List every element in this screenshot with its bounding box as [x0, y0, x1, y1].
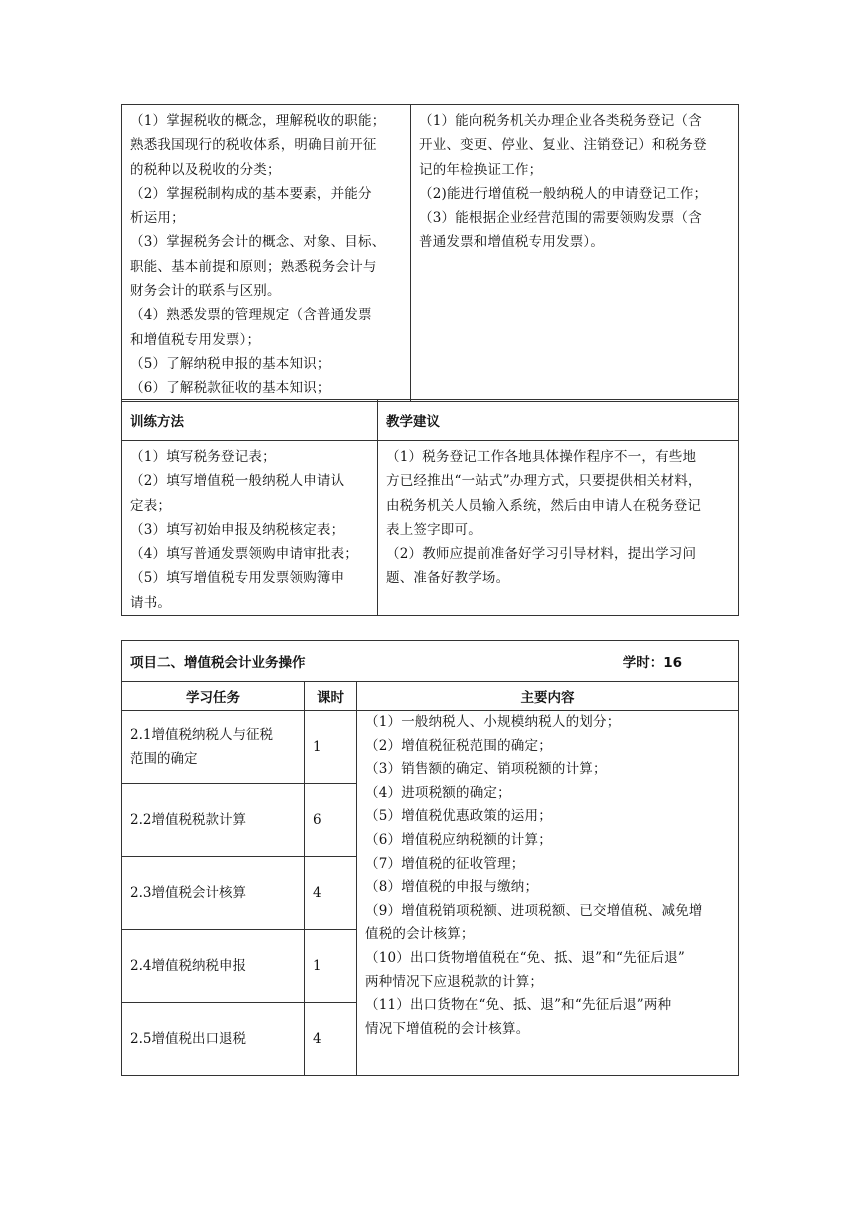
content-line: （8）增值税的申报与缴纳；: [365, 879, 539, 896]
skill-objectives-list: [411, 105, 738, 255]
task-hours-cell: [305, 930, 357, 1003]
knowledge-line: （2）掌握税制构成的基本要素，并能分: [130, 185, 372, 202]
knowledge-line: 和增值税专用发票）；: [130, 331, 261, 348]
main-content-list: [357, 711, 738, 1041]
training-method-line: （2）填写增值税一般纳税人申请认: [130, 473, 345, 490]
methods-table: [121, 399, 739, 616]
suggestion-line: （2）教师应提前准备好学习引导材料，提出学习问: [386, 546, 697, 563]
project-title-row: [122, 641, 739, 682]
content-line: （9）增值税销项税额、进项税额、已交增值税、减免增: [365, 902, 703, 919]
task-name-cell: [122, 711, 305, 784]
column-header-task: 学习任务: [122, 682, 305, 711]
training-method-line: （4）填写普通发票领购申请审批表；: [130, 546, 358, 563]
knowledge-line: （5）了解纳税申报的基本知识；: [130, 355, 331, 372]
task-hours: 4: [313, 885, 322, 901]
objectives-table: [121, 104, 739, 402]
suggestion-line: （1）税务登记工作各地具体操作程序不一，有些地: [386, 449, 697, 465]
knowledge-objectives-cell: [122, 105, 411, 402]
skill-line: （3）能根据企业经营范围的需要领购发票（含: [419, 210, 702, 227]
task-hours: 1: [313, 739, 322, 755]
knowledge-line: （6）了解税款征收的基本知识；: [130, 380, 331, 397]
skill-line: （1）能向税务机关办理企业各类税务登记（含: [419, 113, 702, 129]
task-name-line: 2.5增值税出口退税: [130, 1031, 246, 1047]
training-methods-list: [122, 441, 377, 615]
teaching-suggestions-header: 教学建议: [378, 400, 739, 441]
task-hours: 6: [313, 812, 322, 828]
knowledge-line: 职能、基本前提和原则；熟悉税务会计与: [130, 258, 377, 275]
knowledge-objectives-list: [122, 105, 410, 401]
task-hours-cell: [305, 857, 357, 930]
teaching-suggestions-list: [378, 441, 738, 591]
column-header-content: 主要内容: [357, 682, 739, 711]
project-title: 项目二、增值税会计业务操作: [130, 655, 306, 671]
skill-line: 开业、变更、停业、复业、注销登记）和税务登: [419, 137, 707, 154]
suggestion-line: 题、准备好教学场。: [386, 570, 510, 587]
training-methods-header: 训练方法: [122, 400, 378, 441]
task-name-cell: [122, 1003, 305, 1076]
skill-line: 记的年检换证工作；: [419, 161, 543, 178]
content-line: （10）出口货物增值税在“免、抵、退”和“先征后退”: [365, 949, 685, 966]
content-line: （2）增值税征税范围的确定；: [365, 737, 552, 754]
task-hours-cell: [305, 1003, 357, 1076]
teaching-suggestions-cell: [378, 441, 739, 616]
content-line: 情况下增值税的会计核算。: [365, 1020, 530, 1037]
project-two-table: [121, 640, 739, 1076]
content-line: （11）出口货物在“免、抵、退”和“先征后退”两种: [365, 997, 672, 1014]
suggestion-line: 表上签字即可。: [386, 521, 482, 538]
task-name-line: 2.2增值税税款计算: [130, 812, 246, 828]
project-hours: 学时：16: [622, 655, 683, 671]
task-name-line: 2.3增值税会计核算: [130, 885, 246, 901]
task-name-cell: [122, 857, 305, 930]
main-content-cell: [357, 711, 739, 1076]
training-method-line: （5）填写增值税专用发票领购簿申: [130, 570, 345, 587]
suggestion-line: 由税务机关人员输入系统，然后由申请人在税务登记: [386, 497, 702, 514]
knowledge-line: （3）掌握税务会计的概念、对象、目标、: [130, 234, 386, 251]
task-hours-cell: [305, 711, 357, 784]
training-method-line: （1）填写税务登记表；: [130, 449, 276, 465]
skill-line: （2)能进行增值税一般纳税人的申请登记工作；: [419, 185, 708, 202]
suggestion-line: 方已经推出“一站式”办理方式，只要提供相关材料，: [386, 473, 702, 490]
task-name-cell: [122, 784, 305, 857]
task-hours: 1: [313, 958, 322, 974]
task-name-cell: [122, 930, 305, 1003]
training-method-line: 定表；: [130, 497, 172, 514]
content-line: （1）一般纳税人、小规模纳税人的划分；: [365, 714, 621, 730]
skill-objectives-cell: [411, 105, 739, 402]
skill-line: 普通发票和增值税专用发票）。: [419, 234, 605, 251]
task-name-line: 2.4增值税纳税申报: [130, 958, 246, 974]
knowledge-line: 熟悉我国现行的税收体系，明确目前开征: [130, 137, 377, 154]
knowledge-line: 财务会计的联系与区别。: [130, 283, 281, 300]
task-hours: 4: [313, 1031, 322, 1047]
content-line: 两种情况下应退税款的计算；: [365, 973, 544, 990]
content-line: （4）进项税额的确定；: [365, 784, 511, 801]
task-hours-cell: [305, 784, 357, 857]
knowledge-line: 析运用；: [130, 210, 185, 227]
content-line: （3）销售额的确定、销项税额的计算；: [365, 761, 607, 778]
task-name-line: 范围的确定: [130, 751, 198, 767]
training-methods-cell: [122, 441, 378, 616]
knowledge-line: （4）熟悉发票的管理规定（含普通发票: [130, 307, 372, 324]
content-line: （6）增值税应纳税额的计算；: [365, 831, 552, 848]
content-line: （7）增值税的征收管理；: [365, 855, 525, 872]
knowledge-line: （1）掌握税收的概念，理解税收的职能；: [130, 113, 386, 129]
column-header-hours: 课时: [305, 682, 357, 711]
content-line: 值税的会计核算；: [365, 926, 475, 943]
knowledge-line: 的税种以及税收的分类；: [130, 161, 281, 178]
content-line: （5）增值税优惠政策的运用；: [365, 808, 552, 825]
training-method-line: （3）填写初始申报及纳税核定表；: [130, 521, 345, 538]
task-name-line: 2.1增值税纳税人与征税: [130, 727, 273, 743]
training-method-line: 请书。: [130, 594, 172, 611]
